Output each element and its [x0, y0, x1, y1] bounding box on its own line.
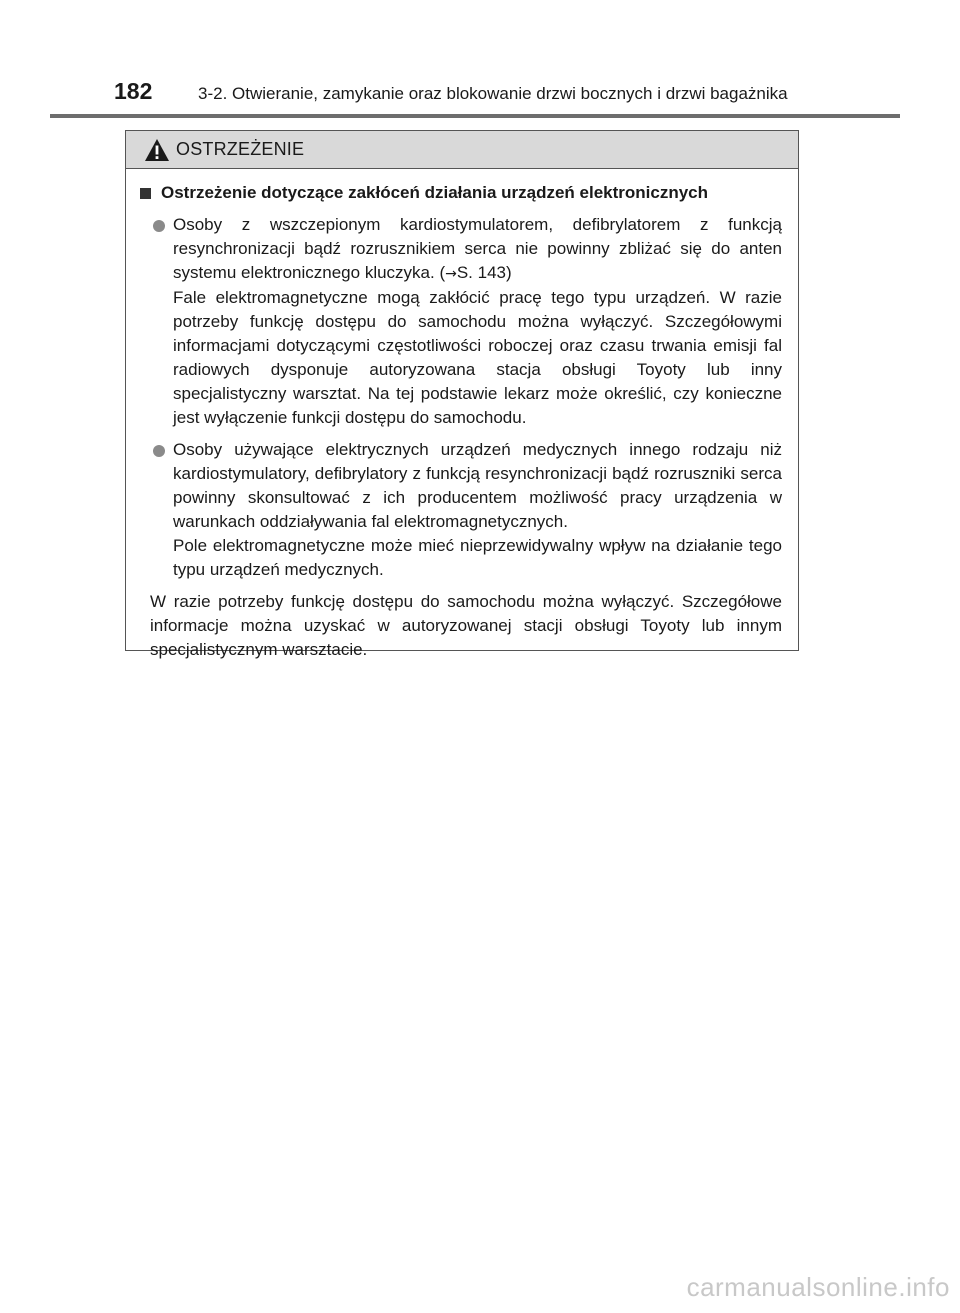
page-header: [0, 0, 960, 120]
warning-list-item: [138, 213, 782, 430]
item-main-text: Osoby używające elektrycznych urządzeń medycznych innego rodzaju niż kardiostymulatory, defibrylatory z funkcją resynchronizacji bądź rozruszniki serca powinny skonsultować z ich producentem możliwość pracy urządzenia w warunkach oddziaływania fal elektromagnetycznych.: [173, 440, 782, 531]
round-bullet-icon: [153, 445, 165, 457]
item-main-text-body: Osoby z wszczepionym kardiostymulatorem, defibrylatorem z funkcją resynchronizacji bądź rozrusznikiem serca nie powinny zbliżać się do anten systemu elektronicznego kluczyka. (: [173, 215, 782, 282]
square-bullet-icon: [140, 188, 151, 199]
item-detail-text: Fale elektromagnetyczne mogą zakłócić pracę tego typu urządzeń. W razie potrzeby funkcję dostępu do samochodu można wyłączyć. Szczegółowymi informacjami dotyczącymi częstotliwości roboczej oraz czasu trwania emisji fal radiowych dysponuje autoryzowana stacja obsługi Toyoty lub inny specjalistyczny warsztat. Na tej podstawie lekarz może określić, czy konieczne jest wyłączenie funkcji dostępu do samochodu.: [173, 288, 782, 427]
warning-header: [126, 131, 798, 169]
page-reference: S. 143): [456, 263, 512, 282]
item-detail-text: Pole elektromagnetyczne może mieć nieprzewidywalny wpływ na działanie tego typu urządzeń medycznych.: [173, 536, 782, 579]
item-main-text: [173, 213, 782, 286]
section-title: 3-2. Otwieranie, zamykanie oraz blokowanie drzwi bocznych i drzwi bagażnika: [198, 84, 788, 103]
warning-subheading: [138, 181, 782, 205]
round-bullet-icon: [153, 220, 165, 232]
reference-arrow-icon: →: [445, 266, 457, 282]
warning-box: [125, 130, 799, 659]
header-divider: [50, 114, 900, 118]
warning-subheading-text: Ostrzeżenie dotyczące zakłóceń działania urządzeń elektronicznych: [161, 183, 709, 202]
warning-triangle-icon: [144, 138, 170, 162]
closing-text: W razie potrzeby funkcję dostępu do samochodu można wyłączyć. Szczegółowe informacje można uzyskać w autoryzowanej stacji obsługi Toyoty lub innym specjalistycznym warsztacie.: [150, 592, 782, 659]
warning-body: [126, 169, 798, 662]
warning-list-item: [138, 438, 782, 582]
watermark: carmanualsonline.info: [686, 1272, 950, 1302]
page-number: 182: [114, 78, 153, 104]
warning-title: OSTRZEŻENIE: [176, 139, 305, 159]
